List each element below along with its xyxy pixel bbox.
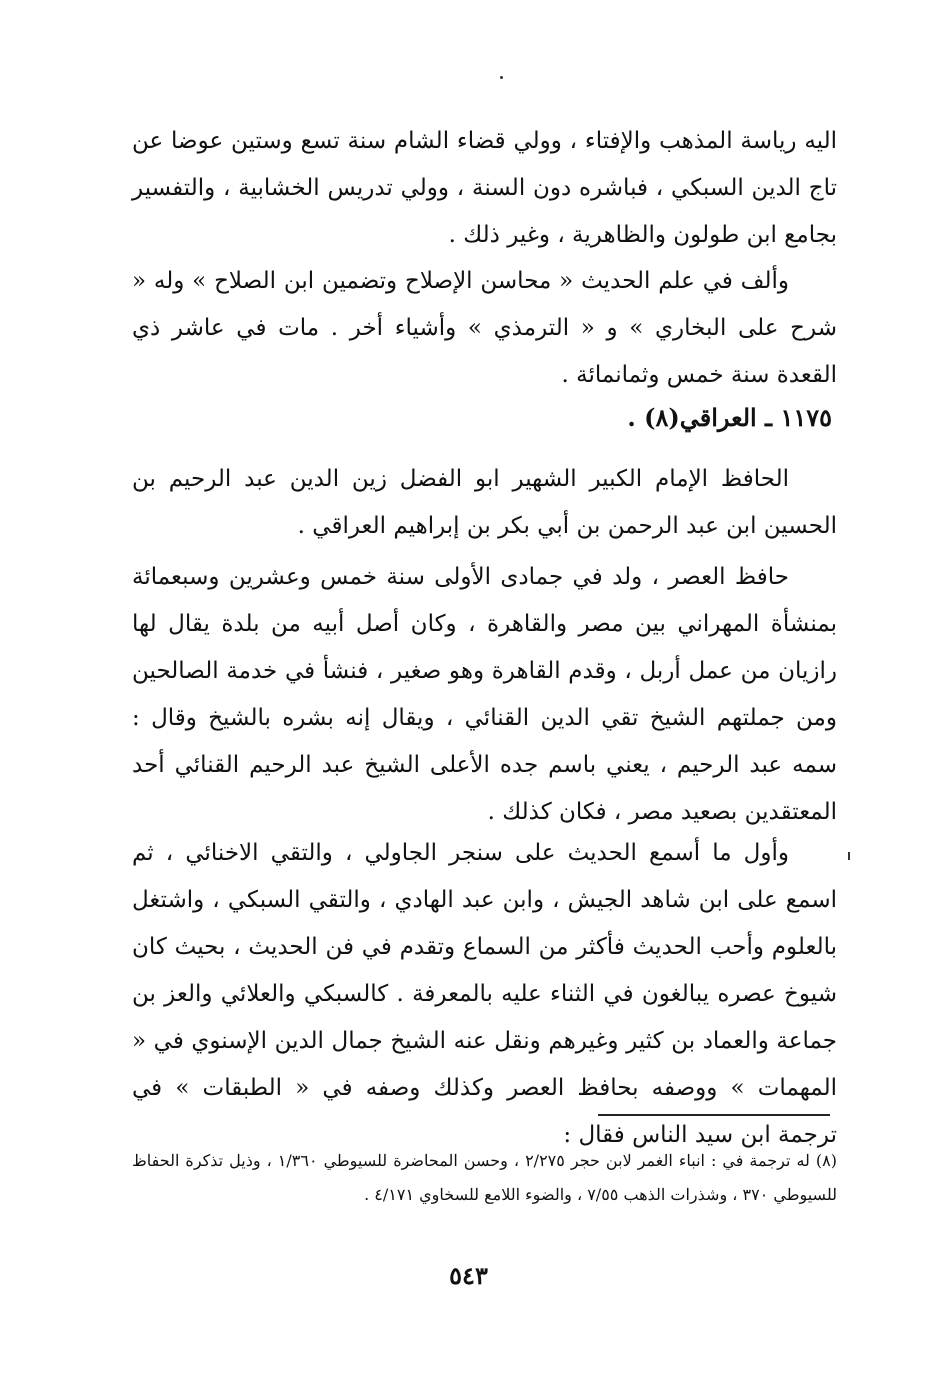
- paragraph-2: وألف في علم الحديث « محاسن الإصلاح وتضمين ابن الصلاح » وله « شرح على البخاري » و « الترمذي » وأشياء أخر . مات في عاشر ذي القعدة سنة خمس وثمانمائة .: [132, 268, 837, 388]
- paragraph-2-block: [132, 258, 837, 399]
- paragraph-4: حافظ العصر ، ولد في جمادى الأولى سنة خمس وعشرين وسبعمائة بمنشأة المهراني بين مصر والقاهرة ، وكان أصل أبيه من بلدة يقال لها رازيان من عمل أربل ، وقدم القاهرة وهو صغير ، فنشأ في خدمة الصالحين ومن جملتهم الشيخ تقي الدين القنائي ، ويقال إنه بشره بالشيخ وقال : سمه عبد الرحيم ، يعني باسم جده الأعلى الشيخ عبد الرحيم القنائي أحد المعتقدين بصعيد مصر ، فكان كذلك .: [132, 564, 837, 825]
- paragraph-1-block: [132, 118, 837, 259]
- paragraph-1: اليه رياسة المذهب والإفتاء ، وولي قضاء الشام سنة تسع وستين عوضا عن تاج الدين السبكي ، فباشره دون السنة ، وولي تدريس الخشابية ، والتفسير بجامع ابن طولون والظاهرية ، وغير ذلك .: [132, 128, 837, 248]
- paragraph-3-block: [132, 456, 837, 550]
- margin-mark: [848, 852, 850, 860]
- footnote-separator: [598, 1114, 830, 1116]
- paragraph-3: الحافظ الإمام الكبير الشهير ابو الفضل زين الدين عبد الرحيم بن الحسين ابن عبد الرحمن بن أبي بكر بن إبراهيم العراقي .: [132, 466, 837, 539]
- paragraph-4-block: [132, 554, 837, 836]
- page-number: ٥٤٣: [449, 1261, 488, 1290]
- top-dot-mark: [500, 76, 503, 79]
- paragraph-5: وأول ما أسمع الحديث على سنجر الجاولي ، والتقي الاخنائي ، ثم اسمع على ابن شاهد الجيش ، وابن عبد الهادي ، والتقي السبكي ، واشتغل بالعلوم وأحب الحديث فأكثر من السماع وتقدم في فن الحديث ، بحيث كان شيوخ عصره يبالغون في الثناء عليه بالمعرفة . كالسبكي والعلائي والعز بن جماعة والعماد بن كثير وغيرهم ونقل عنه الشيخ جمال الدين الإسنوي في « المهمات » ووصفه بحافظ العصر وكذلك وصفه في « الطبقات » في ترجمة ابن سيد الناس فقال :: [132, 840, 837, 1148]
- biography-heading: ١١٧٥ ـ العراقي(٨) .: [627, 403, 832, 432]
- paragraph-5-block: [132, 830, 837, 1159]
- footnote: (٨) له ترجمة في : انباء الغمر لابن حجر ٢/٢٧٥ ، وحسن المحاضرة للسيوطي ١/٣٦٠ ، وذيل تذكرة الحفاظ للسيوطي ٣٧٠ ، وشذرات الذهب ٧/٥٥ ، والضوء اللامع للسخاوي ٤/١٧١ .: [132, 1151, 838, 1204]
